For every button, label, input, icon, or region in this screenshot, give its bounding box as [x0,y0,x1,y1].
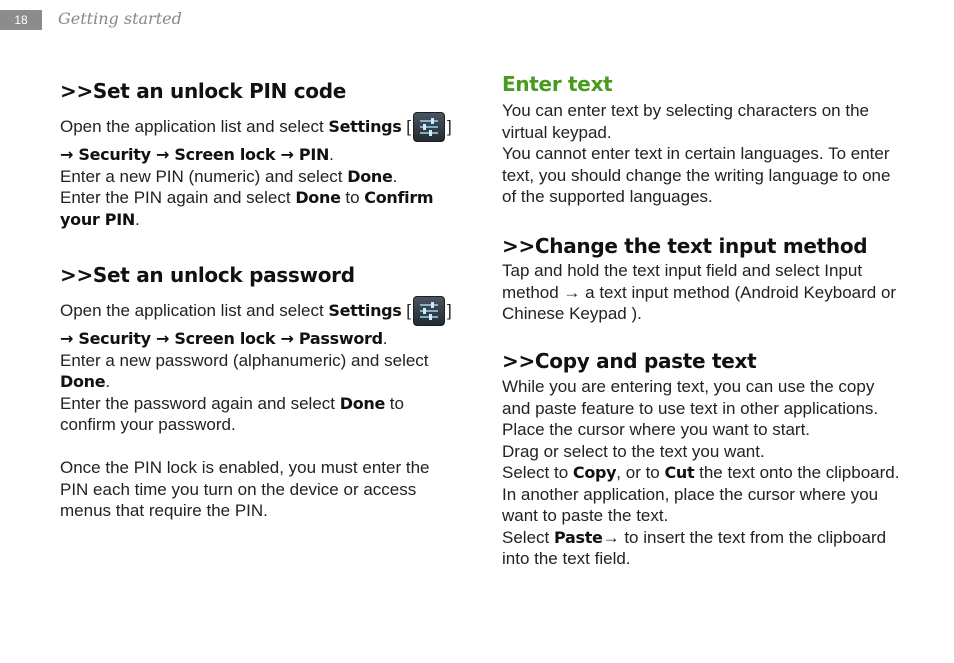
enter-text-title: Enter text [502,72,613,96]
copy-paste-body [502,376,902,570]
copy-paste-paragraph: Drag or select to the text you want. [502,441,765,461]
pin-done-label: Done [295,188,341,207]
password-security-label: Security [78,329,151,348]
copy-paste-text: Select to [502,463,573,482]
pin-step-text: Enter the PIN again and select [60,188,296,207]
pin-security-label: Security [78,145,151,164]
copy-paste-paragraph: While you are entering text, you can use the copy and paste feature to use text in other applications. [502,377,879,418]
period: . [329,145,334,164]
enter-text-body [502,100,902,208]
change-input-title: >>Change the text input method [502,234,868,258]
change-input-paragraph: Tap and hold the text input field and select Input method → a text input method (Android Keyboard or Chinese Keypad ). [502,261,897,323]
pin-confirm-label: Confirm your PIN [60,188,434,229]
path-arrow: → [275,145,299,164]
path-arrow: → [150,329,175,348]
pin-step-text: to [340,188,365,207]
copy-paste-paragraph: Place the cursor where you want to start. [502,420,811,439]
period: . [134,209,140,229]
path-arrow: → [275,329,299,348]
period: . [392,166,398,186]
path-arrow: → [150,145,175,164]
copy-paste-paragraph: In another application, place the cursor where you want to paste the text. [502,484,879,525]
pin-settings-label: Settings [328,117,402,137]
pin-section-title: >>Set an unlock PIN code [60,79,346,103]
copy-label: Copy [572,463,617,482]
password-settings-label: Settings [328,301,402,321]
bracket-close: ] [447,117,452,137]
paste-label: Paste [553,527,603,547]
pin-screen-lock-label: Screen lock [174,145,276,164]
bracket-open: [ [406,117,411,137]
password-section-title: >>Set an unlock password [60,263,355,287]
pin-intro-text: Open the application list and select [60,117,324,137]
password-step-text: Enter the password again and select [60,393,340,413]
cut-label: Cut [664,463,695,482]
settings-icon [413,296,445,326]
pin-done-label: Done [347,166,393,186]
password-screen-lock-label: Screen lock [174,329,276,348]
copy-paste-text: the text onto the clipboard. [694,463,900,482]
period: . [105,372,111,391]
pin-target-label: PIN [298,145,330,164]
settings-icon [413,112,445,142]
pin-lock-note: Once the PIN lock is enabled, you must enter the PIN each time you turn on the device or access menus that require the PIN. [60,458,430,520]
enter-text-paragraph: You can enter text by selecting characters on the virtual keypad. [502,101,869,142]
password-intro-text: Open the application list and select [60,301,324,321]
copy-paste-text: , or to [616,463,665,482]
copy-paste-title: >>Copy and paste text [502,349,757,373]
period: . [382,329,388,348]
password-target-label: Password [298,329,383,348]
path-arrow: → [60,329,79,348]
path-arrow: → [60,145,79,164]
bracket-open: [ [406,301,411,321]
change-input-body [502,260,902,325]
page-number: 18 [0,10,42,30]
bracket-close: ] [447,301,452,321]
pin-step-text: Enter a new PIN (numeric) and select [60,166,348,186]
password-done-label: Done [339,393,386,413]
password-step-text: to confirm your password. [60,393,404,434]
password-step-text: Enter a new password (alphanumeric) and select [60,350,429,370]
copy-paste-text: → to insert the text from the clipboard into the text field. [502,527,887,568]
running-header: Getting started [58,9,182,28]
password-done-label: Done [60,372,106,391]
password-instructions [60,296,460,522]
enter-text-paragraph: You cannot enter text in certain languages. To enter text, you should change the writing language to one of the supported languages. [502,144,891,206]
copy-paste-text: Select [502,527,554,547]
pin-instructions [60,112,460,230]
